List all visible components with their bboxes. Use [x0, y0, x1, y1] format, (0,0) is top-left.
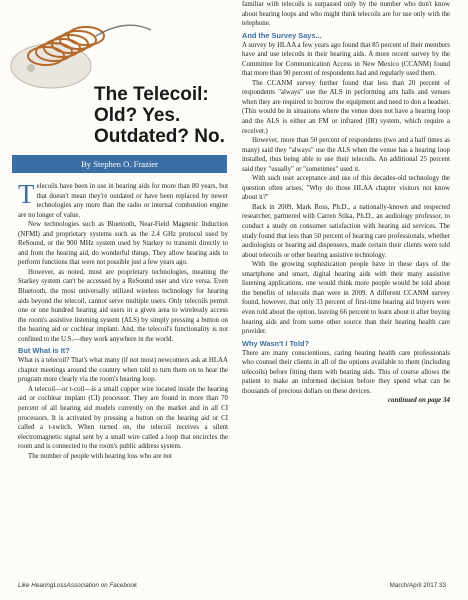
- continued-note: continued on page 34: [387, 396, 450, 405]
- hero: [0, 0, 232, 150]
- body-paragraph: familiar with telecoils is surpassed only by the number who don't know about hearing loops and who might think telecoils are for use only with the telephone.: [242, 1, 450, 28]
- footer-left: Like HearingLossAssociation on Facebook: [18, 582, 138, 589]
- body-paragraph: There are many conscientious, caring hearing health care professionals who counsel their clients in all of the options available to them (including telecoils) before fitting them with hearing aids. This of course allows the patient to make an informed decision before they spend what can be thousands of precious dollars on these devices.: [242, 349, 450, 395]
- body-paragraph: With the growing sophistication people have in these days of the smartphone and smart, digital hearing aids with their many assistive listening applications, one would think more people would be told about the benefits of telecoils than were in 2009. A different CCANM survey found, however, that only 33 percent of first-time hearing aid buyers were even told about the option, leaving 66 percent to learn about it after buying hearing aids and from some other source than their hearing health care provider.: [242, 261, 450, 336]
- section-heading: And the Survey Says...: [242, 30, 322, 40]
- body-paragraph: Back in 2009, Mark Ross, Ph.D., a nationally-known and respected researcher, partnered with Carren Stika, Ph.D., an audiology professor, to conduct a study on consumer satisfaction with hearing aid services. The study found that less than 50 percent of hearing care professionals, whether audiologists or hearing aid dispensers, made certain their clients were told about telecoils or other hearing assistive technology.: [242, 203, 450, 259]
- drop-cap: T: [18, 179, 35, 209]
- body-paragraph: New technologies such as Bluetooth, Near-Field Magnetic Induction (NFMI) and proprietary systems such as the 2.4 GHz protocol used by ReSound, or the 900 MHz system used by Starkey to transmit directly to and from the hearing aid, do wonderful things. They allow hearing aids to perform functions that were not possible just a few years ago.: [18, 221, 228, 267]
- body-paragraph: A telecoil—or t-coil—is a small copper wire located inside the hearing aid or cochlear implant (CI) processor. They are found in more than 70 percent of all hearing aid models currently on the market and in all CI processors. It is activated by pressing a button on the hearing aid or CI called a t-switch. When turned on, the telecoil receives a silent electromagnetic signal sent by a small wire called a loop that encircles the room and is connected to the room's public address system.: [18, 385, 228, 451]
- body-paragraph: What is a telecoil? That's what many (if not most) newcomers ask at HLAA chapter meetings around the country when told to turn them on to hear the program more clearly via the room's hearing loop.: [18, 357, 228, 384]
- body-paragraph: The number of people with hearing loss who are not: [28, 452, 173, 460]
- right-column: [242, 0, 450, 406]
- body-paragraph: Telecoils have been in use in hearing aids for more than 80 years, but that doesn't mean they're outdated or have been replaced by newer technologies any more than the radio or internal combustion engine are no longer of value.: [18, 179, 228, 219]
- body-paragraph: A survey by HLAA a few years ago found that 85 percent of their members have and use telecoils in their hearing aids. A more recent survey by the Committee for Communication Access in New Mexico (CCANM) found that more than 90 percent of respondents had and regularly used them.: [242, 41, 450, 78]
- body-paragraph: However, more than 50 percent of respondents (two and a half times as many) said they "always" use the ALS when the venue has a hearing loop installed, thus being able to use their telecoils. An additional 25 percent said they "usually" or "sometimes" used it.: [242, 137, 450, 173]
- article-title: The Telecoil: Old? Yes. Outdated? No.: [94, 84, 225, 147]
- body-paragraph: With such user acceptance and use of this decades-old technology the question often arises, "Why do those HLAA chapter visitors not know about it?": [242, 175, 450, 202]
- left-column: [18, 179, 228, 461]
- footer-page: March/April 2017 33: [389, 582, 446, 589]
- body-paragraph: However, as noted, most are proprietary technologies, meaning the Starkey system can't be accessed by a ReSound user and vice versa. Even Bluetooth, the most universally utilized wireless technology for hearing aids beyond the telecoil, cannot serve multiple users. Only telecoils permit one or one hundred hearing aid users in a given area to wirelessly access the room's assistive listening system (ALS) by simply pressing a button on the hearing aid or cochlear implant. And, the telecoil's functionality is not confined to the U.S.—they work anywhere in the world.: [18, 268, 228, 343]
- section-heading: Why Wasn't I Told?: [242, 338, 310, 348]
- section-heading: But What is It?: [18, 346, 70, 356]
- byline: By Stephen O. Frazier: [12, 155, 227, 173]
- body-paragraph: The CCANM survey further found that less than 20 percent of respondents "always" use the ALS in performing arts halls and venues when they are required to borrow the equipment and need to don a headset. (This would be in situations where the venue does not have a hearing loop and the ALS is either an FM or infrared (IR) system, which require a receiver.): [242, 79, 450, 135]
